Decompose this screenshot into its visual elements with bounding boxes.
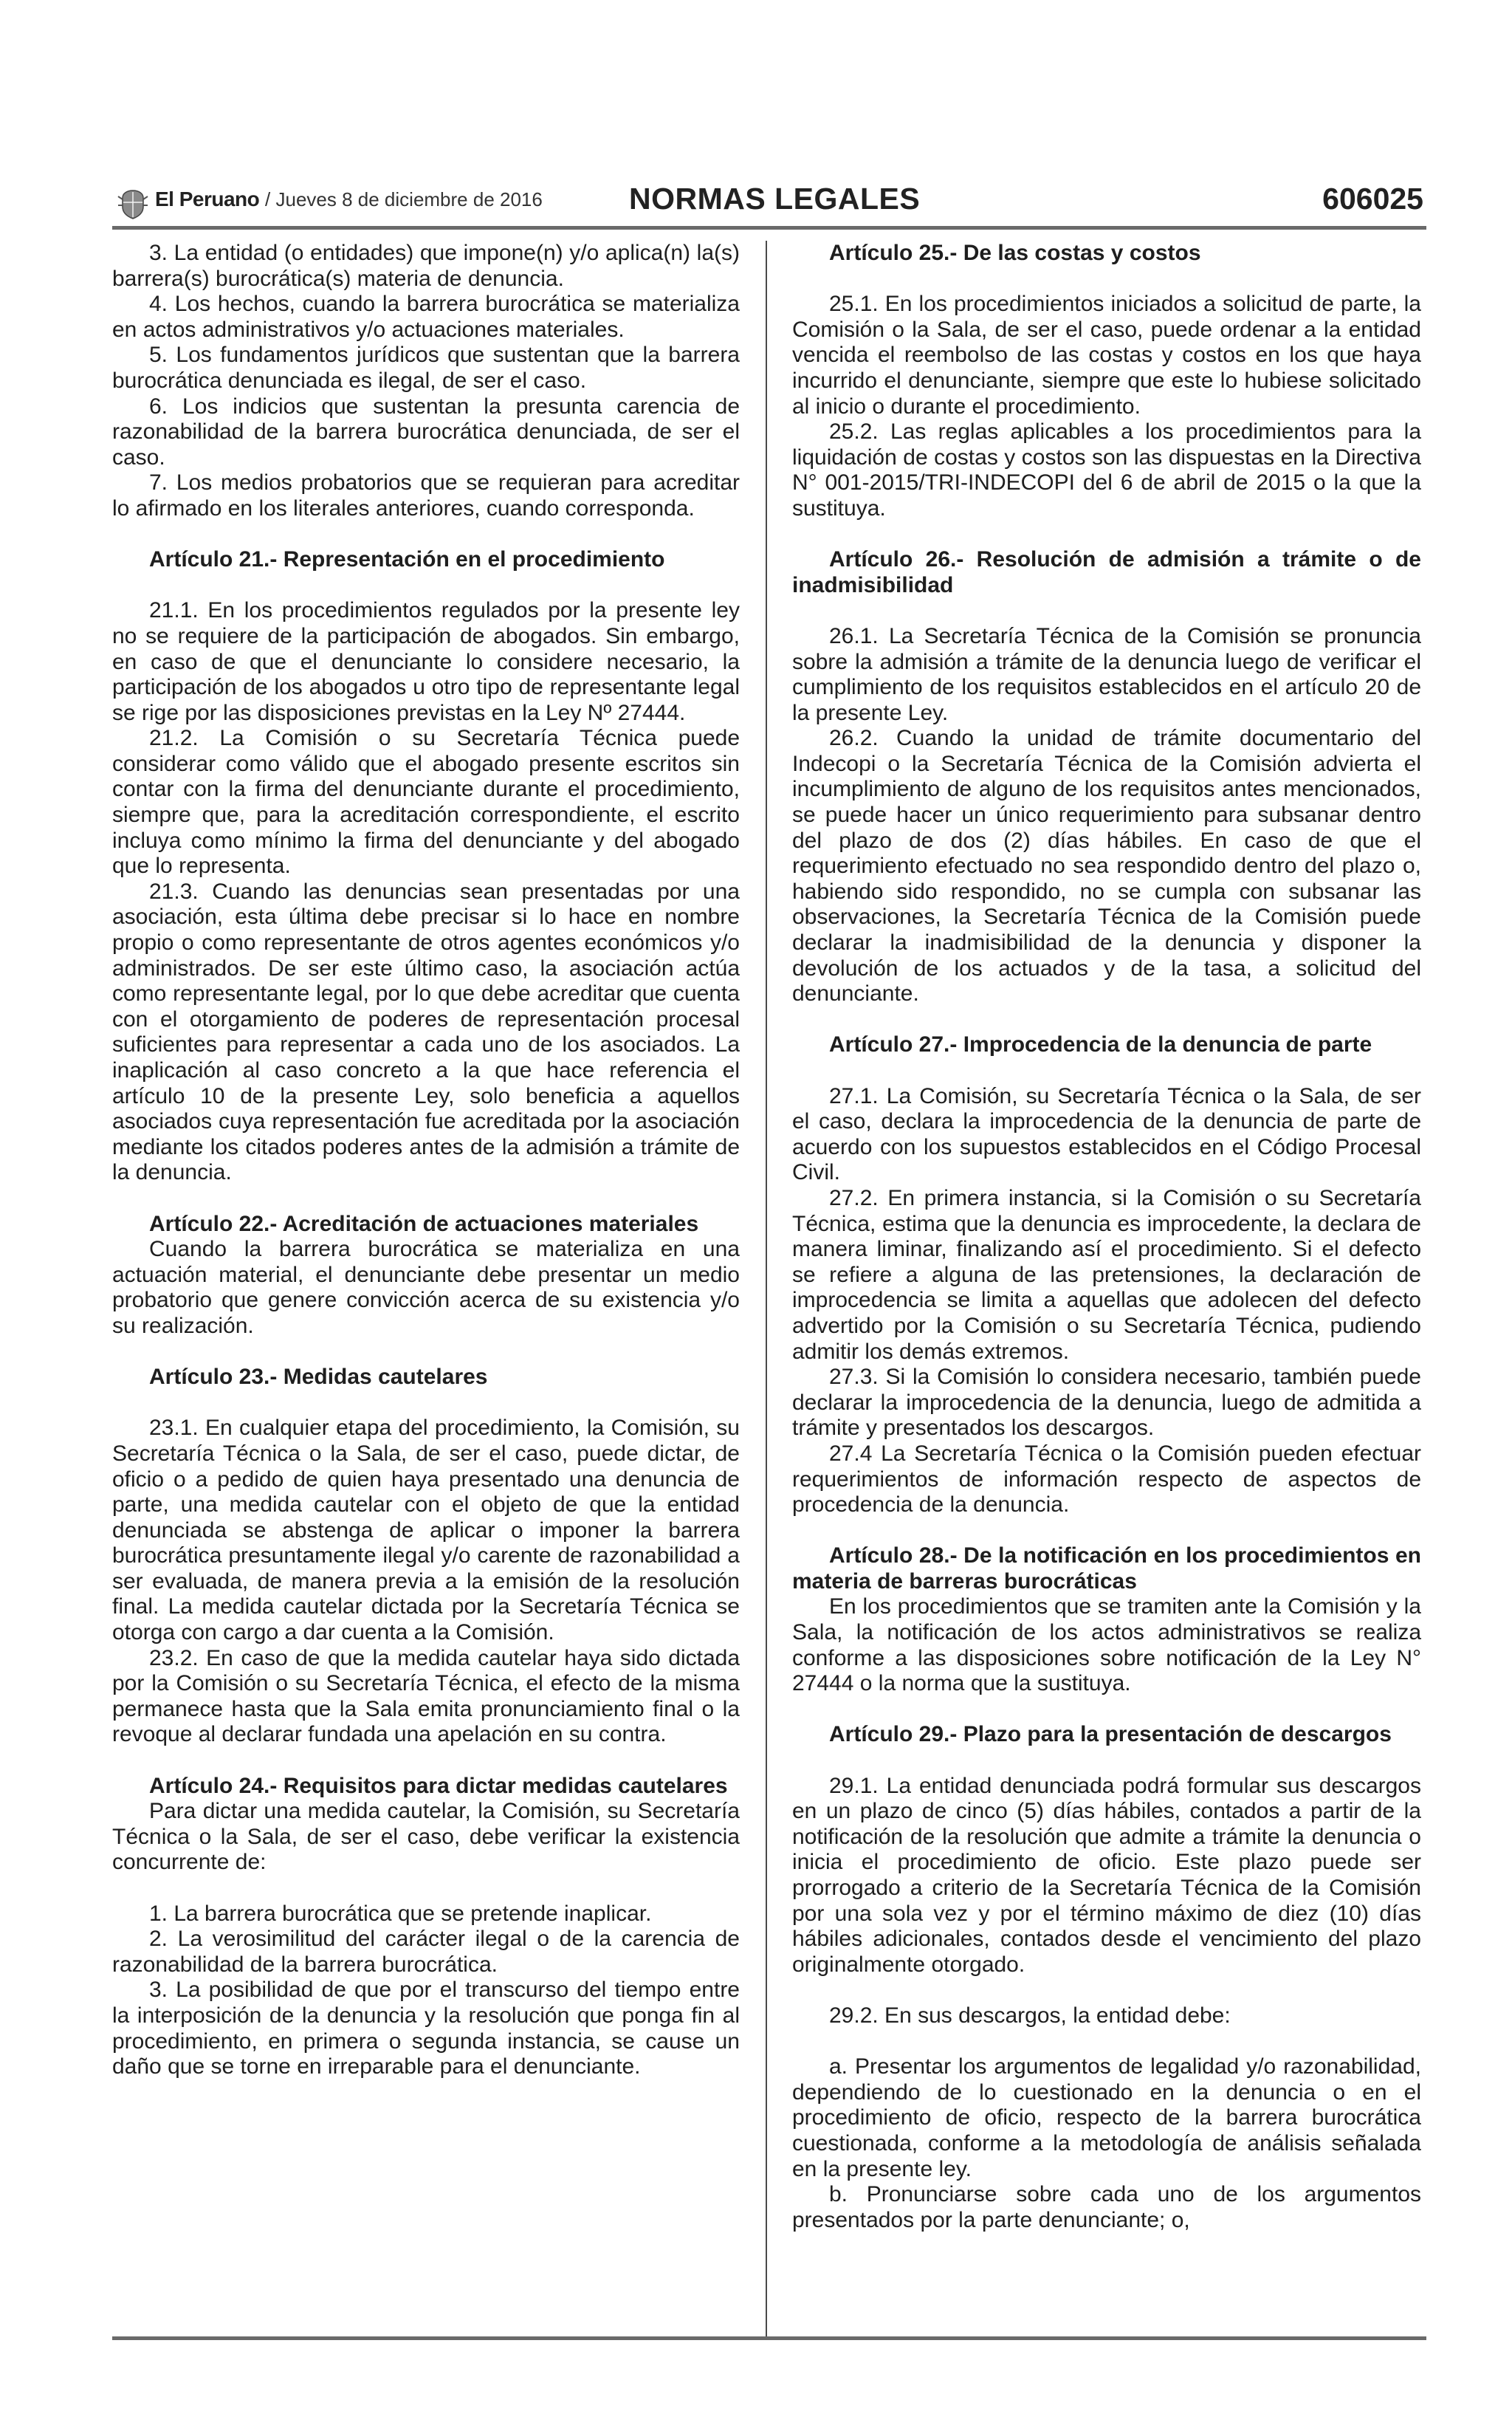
paragraph: 21.2. La Comisión o su Secretaría Técnica puede considerar como válido que el abogado presente escritos sin contar con la firma del denunciante durante el procedimiento, siempre que, para la acreditación correspondiente, el escrito incluya como mínimo la firma del denunciante y del abogado que lo representa. [112,726,740,879]
list-item: 2. La verosimilitud del carácter ilegal o de la carencia de razonabilidad de la barrera burocrática. [112,1927,740,1977]
spacer [792,267,1421,292]
section-title: NORMAS LEGALES [629,182,921,216]
spacer [112,522,740,548]
list-item: a. Presentar los argumentos de legalidad y/o razonabilidad, dependiendo de lo cuestionado en la denuncia o en el procedimiento de oficio, respecto de la barrera burocrática cuestionada, conforme a la metodología de análisis señalada en la presente ley. [792,2054,1421,2181]
footer-rule [112,2336,1426,2340]
paragraph: Cuando la barrera burocrática se materializa en una actuación material, el denunciante debe presentar un medio probatorio que genere convicción acerca de su existencia y/o su realización. [112,1237,740,1338]
spacer [792,1058,1421,1084]
spacer [112,1876,740,1901]
article-heading: Artículo 23.- Medidas cautelares [149,1365,488,1390]
spacer [792,1518,1421,1544]
spacer [792,1748,1421,1774]
paragraph: 29.1. La entidad denunciada podrá formular sus descargos en un plazo de cinco (5) días hábiles, contados a partir de la notificación de la resolución que admite a trámite la denuncia o inicia el procedimiento de oficio. Este plazo puede ser prorrogado a criterio de la Secretaría Técnica de la Comisión por una sola vez y por el término máximo de diez (10) días hábiles adicionales, contados desde el vencimiento del plazo originalmente otorgado. [792,1773,1421,1977]
paragraph: 7. Los medios probatorios que se requieran para acreditar lo afirmado en los literales anteriores, cuando corresponda. [112,470,740,521]
paragraph: 26.1. La Secretaría Técnica de la Comisión se pronuncia sobre la admisión a trámite de la denuncia luego de verificar el cumplimiento de los requisitos establecidos en el artículo 20 de la presente Ley. [792,623,1421,725]
spacer [112,1390,740,1416]
article-heading: Artículo 22.- Acreditación de actuaciones materiales [149,1211,699,1236]
page-header [112,182,1426,230]
left-column [112,241,740,2080]
paragraph: 23.2. En caso de que la medida cautelar haya sido dictada por la Comisión o su Secretaría Técnica, el efecto de la misma permanece hasta que la Sala emita pronunciamiento final o la revoque al declarar fundada una apelación en su contra. [112,1645,740,1747]
paragraph: 21.3. Cuando las denuncias sean presentadas por una asociación, esta última debe precisar si lo hace en nombre propio o como representante de otros agentes económicos y/o administrados. De ser este último caso, la asociación actúa como representante legal, por lo que debe acreditar que cuenta con el otorgamiento de poderes de representación procesal suficientes para representar a cada uno de los asociados. La inaplicación al caso concreto a la que hace referencia el artículo 10 de la presente Ley, solo beneficia a aquellos asociados cuya representación fue acreditada por la asociación mediante los citados poderes antes de la admisión a trámite de la denuncia. [112,879,740,1185]
coat-of-arms-icon [117,188,149,220]
paragraph: 6. Los indicios que sustentan la presunta carencia de razonabilidad de la barrera burocrática denunciada, de ser el caso. [112,394,740,470]
paragraph: 5. Los fundamentos jurídicos que sustentan que la barrera burocrática denunciada es ilegal, de ser el caso. [112,343,740,393]
newspaper-name: El Peruano [155,188,260,210]
spacer [792,2029,1421,2055]
spacer [792,522,1421,548]
spacer [792,1978,1421,2003]
spacer [112,1748,740,1774]
header-rule [112,226,1426,230]
paragraph: 4. Los hechos, cuando la barrera burocrática se materializa en actos administrativos y/o actuaciones materiales. [112,292,740,342]
article-heading: Artículo 25.- De las costas y costos [829,241,1201,265]
paragraph: 27.4 La Secretaría Técnica o la Comisión pueden efectuar requerimientos de información respecto de aspectos de procedencia de la denuncia. [792,1441,1421,1517]
list-item: b. Pronunciarse sobre cada uno de los argumentos presentados por la parte denunciante; o, [792,2182,1421,2232]
paragraph: 25.2. Las reglas aplicables a los procedimientos para la liquidación de costas y costos son las dispuestas en la Directiva N° 001-2015/TRI-INDECOPI del 6 de abril de 2015 o la que la sustituya. [792,419,1421,521]
spacer [112,573,740,599]
spacer [792,598,1421,624]
spacer [792,1697,1421,1723]
right-column [792,241,1421,2233]
paragraph: Para dictar una medida cautelar, la Comisión, su Secretaría Técnica o la Sala, de ser el caso, debe verificar la existencia concurrente de: [112,1799,740,1875]
paragraph: En los procedimientos que se tramiten ante la Comisión y la Sala, la notificación de los actos administrativos se realiza conforme a las disposiciones sobre notificación de la Ley N° 27444 o la norma que la sustituya. [792,1594,1421,1696]
article-heading: Artículo 27.- Improcedencia de la denuncia de parte [829,1032,1372,1057]
article-heading: Artículo 26.- Resolución de admisión a trámite o de inadmisibilidad [792,547,1421,597]
list-item: 3. La posibilidad de que por el transcurso del tiempo entre la interposición de la denuncia y la resolución que ponga fin al procedimiento, en primera o segunda instancia, se cause un daño que se torne en irreparable para el denunciante. [112,1978,740,2079]
spacer [112,1186,740,1212]
paragraph: 21.1. En los procedimientos regulados por la presente ley no se requiere de la participación de abogados. Sin embargo, en caso de que el denunciante lo considere necesario, la participación de los abogados u otro tipo de representante legal se rige por las disposiciones previstas en la Ley Nº 27444. [112,598,740,725]
list-item: 1. La barrera burocrática que se pretende inaplicar. [149,1901,652,1926]
column-divider [766,241,767,2336]
spacer [112,1340,740,1365]
article-heading: Artículo 28.- De la notificación en los procedimientos en materia de barreras burocráticas [792,1543,1421,1594]
paragraph: 27.1. La Comisión, su Secretaría Técnica o la Sala, de ser el caso, declara la improcedencia de la denuncia de parte de acuerdo con los supuestos establecidos en el Código Procesal Civil. [792,1083,1421,1185]
paragraph: 25.1. En los procedimientos iniciados a solicitud de parte, la Comisión o la Sala, de ser el caso, puede ordenar a la entidad vencida el reembolso de las costas y costos en los que haya incurrido el denunciante, siempre que este lo hubiese solicitado al inicio o durante el procedimiento. [792,292,1421,419]
paragraph: 26.2. Cuando la unidad de trámite documentario del Indecopi o la Secretaría Técnica de la Comisión advierta el incumplimiento de alguno de los requisitos antes mencionados, se puede hacer un único requerimiento para subsanar dentro del plazo de dos (2) días hábiles. En caso de que el requerimiento efectuado no sea respondido dentro del plazo o, habiendo sido respondido, no se cumpla con subsanar las observaciones, la Secretaría Técnica de la Comisión puede declarar la inadmisibilidad de la denuncia y disponer la devolución de los actuados y de la tasa, a solicitud del denunciante. [792,726,1421,1006]
paragraph: 23.1. En cualquier etapa del procedimiento, la Comisión, su Secretaría Técnica o la Sala, de ser el caso, puede dictar, de oficio o a pedido de quien haya presentado una denuncia de parte, una medida cautelar con el objeto de que la entidad denunciada se abstenga de aplicar o imponer la barrera burocrática presuntamente ilegal y/o carente de razonabilidad a ser evaluada, de manera previa a la emisión de la resolución final. La medida cautelar dictada por la Secretaría Técnica se otorga con cargo a dar cuenta a la Comisión. [112,1416,740,1645]
paragraph: 27.2. En primera instancia, si la Comisión o su Secretaría Técnica, estima que la denuncia es improcedente, la declara de manera liminar, finalizando así el procedimiento. Si el defecto se refiere a alguna de las pretensiones, la declaración de improcedencia se limita a aquellas que adolecen del defecto advertido por la Comisión o su Secretaría Técnica, pudiendo admitir los demás extremos. [792,1185,1421,1364]
spacer [792,1007,1421,1033]
article-heading: Artículo 24.- Requisitos para dictar medidas cautelares [149,1773,728,1798]
article-heading: Artículo 29.- Plazo para la presentación de descargos [829,1722,1392,1747]
page-number: 606025 [1322,182,1423,216]
paragraph: 27.3. Si la Comisión lo considera necesario, también puede declarar la improcedencia de la denuncia, luego de admitida a trámite y presentados los descargos. [792,1365,1421,1441]
paragraph: 3. La entidad (o entidades) que impone(n) y/o aplica(n) la(s) barrera(s) burocrática(s) materia de denuncia. [112,241,740,291]
article-heading: Artículo 21.- Representación en el procedimiento [149,547,665,572]
paragraph: 29.2. En sus descargos, la entidad debe: [829,2003,1231,2028]
issue-date: / Jueves 8 de diciembre de 2016 [265,188,543,210]
masthead [155,188,543,211]
